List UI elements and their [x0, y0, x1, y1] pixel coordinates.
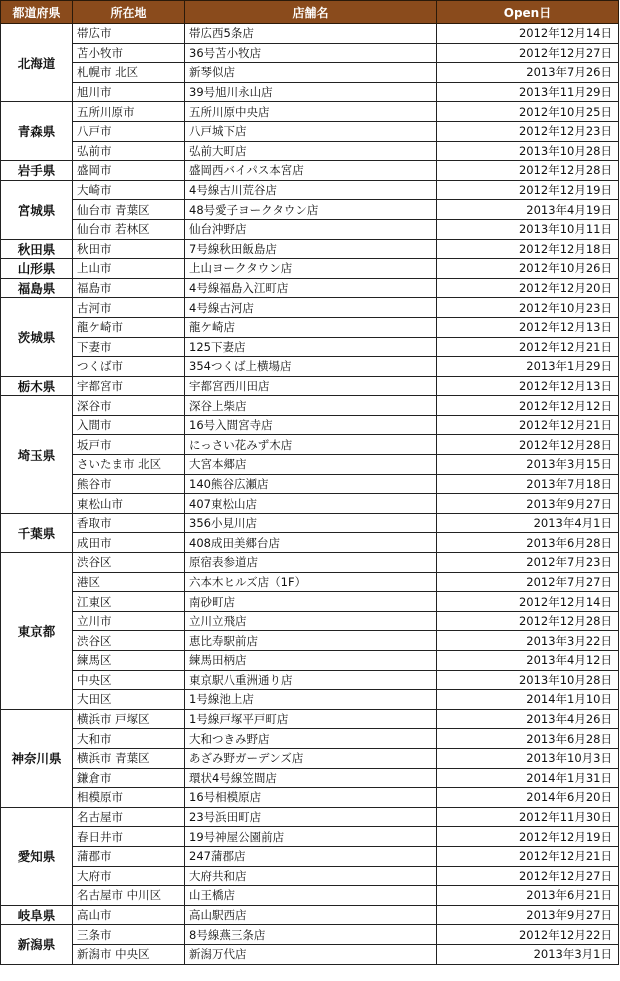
prefecture-cell: 山形県 — [1, 259, 73, 279]
prefecture-cell: 埼玉県 — [1, 396, 73, 514]
table-row — [1, 846, 619, 866]
city-cell: 香取市 — [73, 513, 185, 533]
store-name-cell: 354つくば上横場店 — [185, 357, 437, 377]
store-name-cell: 48号愛子ヨークタウン店 — [185, 200, 437, 220]
store-name-cell: 山王橋店 — [185, 886, 437, 906]
open-date-cell: 2013年6月28日 — [437, 729, 619, 749]
store-name-cell: 39号旭川永山店 — [185, 82, 437, 102]
open-date-cell: 2013年11月29日 — [437, 82, 619, 102]
table-row — [1, 317, 619, 337]
store-name-cell: 8号線燕三条店 — [185, 925, 437, 945]
store-name-cell: 247蒲郡店 — [185, 846, 437, 866]
city-cell: 五所川原市 — [73, 102, 185, 122]
open-date-cell: 2014年6月20日 — [437, 788, 619, 808]
table-row — [1, 533, 619, 553]
open-date-cell: 2012年12月27日 — [437, 43, 619, 63]
prefecture-cell: 茨城県 — [1, 298, 73, 376]
city-cell: 渋谷区 — [73, 631, 185, 651]
header-city: 所在地 — [73, 1, 185, 24]
table-row — [1, 180, 619, 200]
city-cell: 苫小牧市 — [73, 43, 185, 63]
city-cell: 深谷市 — [73, 396, 185, 416]
header-store: 店舗名 — [185, 1, 437, 24]
open-date-cell: 2014年1月31日 — [437, 768, 619, 788]
open-date-cell: 2012年11月30日 — [437, 807, 619, 827]
city-cell: 三条市 — [73, 925, 185, 945]
open-date-cell: 2013年4月12日 — [437, 651, 619, 671]
city-cell: 春日井市 — [73, 827, 185, 847]
open-date-cell: 2012年12月14日 — [437, 24, 619, 44]
city-cell: 弘前市 — [73, 141, 185, 161]
city-cell: 大崎市 — [73, 180, 185, 200]
prefecture-cell: 栃木県 — [1, 376, 73, 396]
open-date-cell: 2012年12月18日 — [437, 239, 619, 259]
city-cell: 坂戸市 — [73, 435, 185, 455]
open-date-cell: 2013年9月27日 — [437, 494, 619, 514]
open-date-cell: 2012年7月23日 — [437, 553, 619, 573]
city-cell: 大田区 — [73, 690, 185, 710]
open-date-cell: 2012年12月13日 — [437, 317, 619, 337]
store-name-cell: 東京駅八重洲通り店 — [185, 670, 437, 690]
store-name-cell: 高山駅西店 — [185, 905, 437, 925]
store-name-cell: 1号線戸塚平戸町店 — [185, 709, 437, 729]
city-cell: 下妻市 — [73, 337, 185, 357]
table-row — [1, 905, 619, 925]
open-date-cell: 2012年10月23日 — [437, 298, 619, 318]
store-name-cell: 408成田美郷台店 — [185, 533, 437, 553]
city-cell: 帯広市 — [73, 24, 185, 44]
open-date-cell: 2012年10月26日 — [437, 259, 619, 279]
table-header-row — [1, 1, 619, 24]
open-date-cell: 2012年12月14日 — [437, 592, 619, 612]
open-date-cell: 2012年12月27日 — [437, 866, 619, 886]
table-row — [1, 396, 619, 416]
open-date-cell: 2013年6月21日 — [437, 886, 619, 906]
city-cell: 盛岡市 — [73, 161, 185, 181]
store-name-cell: 356小見川店 — [185, 513, 437, 533]
city-cell: 入間市 — [73, 415, 185, 435]
table-row — [1, 925, 619, 945]
open-date-cell: 2013年1月29日 — [437, 357, 619, 377]
store-name-cell: 7号線秋田飯島店 — [185, 239, 437, 259]
table-row — [1, 729, 619, 749]
prefecture-cell: 福島県 — [1, 278, 73, 298]
header-open-date: Open日 — [437, 1, 619, 24]
city-cell: 龍ケ崎市 — [73, 317, 185, 337]
table-row — [1, 200, 619, 220]
city-cell: 上山市 — [73, 259, 185, 279]
open-date-cell: 2014年1月10日 — [437, 690, 619, 710]
open-date-cell: 2013年7月26日 — [437, 63, 619, 83]
store-name-cell: 弘前大町店 — [185, 141, 437, 161]
prefecture-cell: 東京都 — [1, 553, 73, 710]
table-row — [1, 278, 619, 298]
open-date-cell: 2013年3月22日 — [437, 631, 619, 651]
open-date-cell: 2013年10月28日 — [437, 670, 619, 690]
table-row — [1, 357, 619, 377]
store-name-cell: 盛岡西バイパス本宮店 — [185, 161, 437, 181]
city-cell: 江東区 — [73, 592, 185, 612]
table-row — [1, 435, 619, 455]
table-row — [1, 239, 619, 259]
city-cell: 名古屋市 中川区 — [73, 886, 185, 906]
prefecture-cell: 千葉県 — [1, 513, 73, 552]
open-date-cell: 2012年12月28日 — [437, 161, 619, 181]
city-cell: さいたま市 北区 — [73, 455, 185, 475]
store-name-cell: 龍ケ崎店 — [185, 317, 437, 337]
open-date-cell: 2012年12月22日 — [437, 925, 619, 945]
store-name-cell: 407東松山店 — [185, 494, 437, 514]
store-name-cell: 立川立飛店 — [185, 611, 437, 631]
open-date-cell: 2013年3月15日 — [437, 455, 619, 475]
store-name-cell: 恵比寿駅前店 — [185, 631, 437, 651]
city-cell: 大府市 — [73, 866, 185, 886]
store-name-cell: 4号線福島入江町店 — [185, 278, 437, 298]
store-name-cell: 原宿表参道店 — [185, 553, 437, 573]
table-row — [1, 415, 619, 435]
table-row — [1, 474, 619, 494]
table-row — [1, 337, 619, 357]
prefecture-cell: 新潟県 — [1, 925, 73, 964]
city-cell: 蒲郡市 — [73, 846, 185, 866]
store-name-cell: にっさい花みず木店 — [185, 435, 437, 455]
city-cell: 仙台市 若林区 — [73, 219, 185, 239]
store-name-cell: 4号線古川荒谷店 — [185, 180, 437, 200]
table-row — [1, 102, 619, 122]
table-row — [1, 944, 619, 964]
table-row — [1, 82, 619, 102]
store-name-cell: 16号入間宮寺店 — [185, 415, 437, 435]
table-row — [1, 827, 619, 847]
prefecture-cell: 神奈川県 — [1, 709, 73, 807]
table-row — [1, 121, 619, 141]
prefecture-cell: 青森県 — [1, 102, 73, 161]
open-date-cell: 2013年4月19日 — [437, 200, 619, 220]
open-date-cell: 2012年12月23日 — [437, 121, 619, 141]
table-row — [1, 219, 619, 239]
open-date-cell: 2012年7月27日 — [437, 572, 619, 592]
table-row — [1, 631, 619, 651]
open-date-cell: 2013年6月28日 — [437, 533, 619, 553]
header-prefecture: 都道府県 — [1, 1, 73, 24]
store-name-cell: 大和つきみ野店 — [185, 729, 437, 749]
city-cell: 横浜市 戸塚区 — [73, 709, 185, 729]
table-row — [1, 690, 619, 710]
table-row — [1, 259, 619, 279]
store-name-cell: 140熊谷広瀬店 — [185, 474, 437, 494]
city-cell: 宇都宮市 — [73, 376, 185, 396]
store-name-cell: 帯広西5条店 — [185, 24, 437, 44]
store-name-cell: 五所川原中央店 — [185, 102, 437, 122]
table-row — [1, 592, 619, 612]
open-date-cell: 2013年3月1日 — [437, 944, 619, 964]
open-date-cell: 2012年12月28日 — [437, 435, 619, 455]
table-row — [1, 455, 619, 475]
prefecture-cell: 愛知県 — [1, 807, 73, 905]
store-name-cell: 新琴似店 — [185, 63, 437, 83]
table-row — [1, 788, 619, 808]
city-cell: 鎌倉市 — [73, 768, 185, 788]
store-name-cell: 深谷上柴店 — [185, 396, 437, 416]
table-row — [1, 376, 619, 396]
city-cell: 札幌市 北区 — [73, 63, 185, 83]
open-date-cell: 2013年10月3日 — [437, 748, 619, 768]
store-name-cell: あざみ野ガーデンズ店 — [185, 748, 437, 768]
open-date-cell: 2012年12月28日 — [437, 611, 619, 631]
table-row — [1, 611, 619, 631]
open-date-cell: 2012年12月13日 — [437, 376, 619, 396]
open-date-cell: 2012年12月19日 — [437, 827, 619, 847]
open-date-cell: 2013年9月27日 — [437, 905, 619, 925]
store-name-cell: 125下妻店 — [185, 337, 437, 357]
table-row — [1, 141, 619, 161]
table-row — [1, 553, 619, 573]
prefecture-cell: 宮城県 — [1, 180, 73, 239]
table-row — [1, 63, 619, 83]
table-row — [1, 866, 619, 886]
store-name-cell: 1号線池上店 — [185, 690, 437, 710]
city-cell: 秋田市 — [73, 239, 185, 259]
store-name-cell: 練馬田柄店 — [185, 651, 437, 671]
store-name-cell: 19号神屋公園前店 — [185, 827, 437, 847]
open-date-cell: 2012年12月20日 — [437, 278, 619, 298]
open-date-cell: 2013年10月28日 — [437, 141, 619, 161]
city-cell: 新潟市 中央区 — [73, 944, 185, 964]
prefecture-cell: 北海道 — [1, 24, 73, 102]
city-cell: 名古屋市 — [73, 807, 185, 827]
store-name-cell: 宇都宮西川田店 — [185, 376, 437, 396]
prefecture-cell: 秋田県 — [1, 239, 73, 259]
open-date-cell: 2012年12月21日 — [437, 337, 619, 357]
table-row — [1, 748, 619, 768]
store-name-cell: 23号浜田町店 — [185, 807, 437, 827]
store-name-cell: 南砂町店 — [185, 592, 437, 612]
table-row — [1, 651, 619, 671]
city-cell: 古河市 — [73, 298, 185, 318]
table-row — [1, 161, 619, 181]
open-date-cell: 2012年12月12日 — [437, 396, 619, 416]
open-date-cell: 2012年12月21日 — [437, 415, 619, 435]
store-name-cell: 4号線古河店 — [185, 298, 437, 318]
open-date-cell: 2012年12月19日 — [437, 180, 619, 200]
city-cell: 福島市 — [73, 278, 185, 298]
store-name-cell: 大府共和店 — [185, 866, 437, 886]
open-date-cell: 2013年4月26日 — [437, 709, 619, 729]
city-cell: 横浜市 青葉区 — [73, 748, 185, 768]
city-cell: 成田市 — [73, 533, 185, 553]
store-name-cell: 36号苫小牧店 — [185, 43, 437, 63]
store-name-cell: 仙台沖野店 — [185, 219, 437, 239]
open-date-cell: 2012年12月21日 — [437, 846, 619, 866]
city-cell: 渋谷区 — [73, 553, 185, 573]
open-date-cell: 2013年10月11日 — [437, 219, 619, 239]
prefecture-cell: 岐阜県 — [1, 905, 73, 925]
table-row — [1, 24, 619, 44]
table-row — [1, 298, 619, 318]
city-cell: 高山市 — [73, 905, 185, 925]
table-row — [1, 572, 619, 592]
table-row — [1, 768, 619, 788]
prefecture-cell: 岩手県 — [1, 161, 73, 181]
table-row — [1, 886, 619, 906]
city-cell: 立川市 — [73, 611, 185, 631]
table-row — [1, 670, 619, 690]
open-date-cell: 2012年10月25日 — [437, 102, 619, 122]
table-row — [1, 43, 619, 63]
store-name-cell: 上山ヨークタウン店 — [185, 259, 437, 279]
store-name-cell: 16号相模原店 — [185, 788, 437, 808]
store-name-cell: 環状4号線笠間店 — [185, 768, 437, 788]
city-cell: 熊谷市 — [73, 474, 185, 494]
city-cell: つくば市 — [73, 357, 185, 377]
city-cell: 港区 — [73, 572, 185, 592]
city-cell: 練馬区 — [73, 651, 185, 671]
table-row — [1, 494, 619, 514]
store-name-cell: 新潟万代店 — [185, 944, 437, 964]
city-cell: 八戸市 — [73, 121, 185, 141]
city-cell: 仙台市 青葉区 — [73, 200, 185, 220]
table-body — [1, 24, 619, 965]
table-row — [1, 709, 619, 729]
store-name-cell: 六本木ヒルズ店（1F） — [185, 572, 437, 592]
city-cell: 旭川市 — [73, 82, 185, 102]
city-cell: 大和市 — [73, 729, 185, 749]
city-cell: 相模原市 — [73, 788, 185, 808]
city-cell: 中央区 — [73, 670, 185, 690]
store-name-cell: 大宮本郷店 — [185, 455, 437, 475]
city-cell: 東松山市 — [73, 494, 185, 514]
table-row — [1, 807, 619, 827]
open-date-cell: 2013年4月1日 — [437, 513, 619, 533]
open-date-cell: 2013年7月18日 — [437, 474, 619, 494]
store-name-cell: 八戸城下店 — [185, 121, 437, 141]
table-row — [1, 513, 619, 533]
